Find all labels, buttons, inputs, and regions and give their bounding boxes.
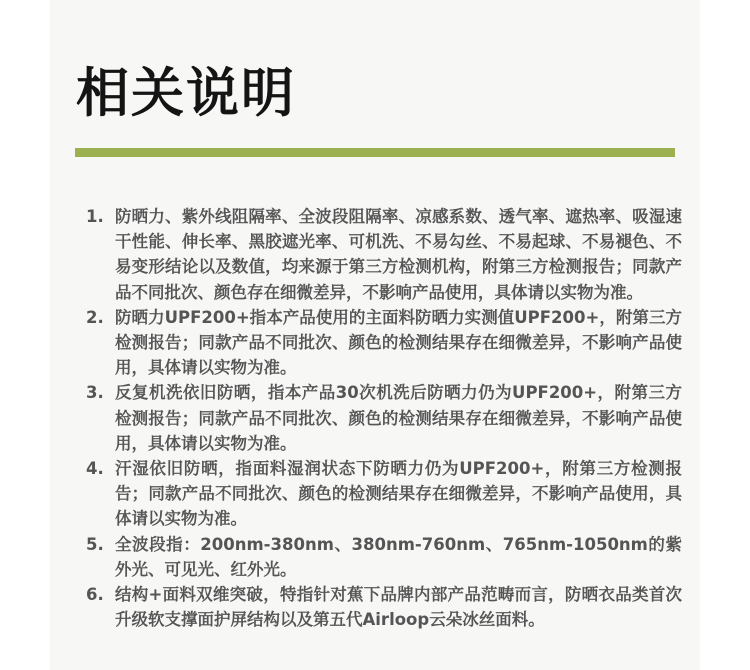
- list-item: [86, 204, 682, 305]
- note-text: 汗湿依旧防晒，指面料湿润状态下防晒力仍为UPF200+，附第三方检测报告；同款产品不同批次、颜色的检测结果存在细微差异，不影响产品使用，具体请以实物为准。: [115, 459, 682, 529]
- page-title: 相关说明: [76, 63, 296, 124]
- note-text: 防晒力UPF200+指本产品使用的主面料防晒力实测值UPF200+，附第三方检测报告；同款产品不同批次、颜色的检测结果存在细微差异，不影响产品使用，具体请以实物为准。: [115, 307, 682, 378]
- accent-divider: [75, 148, 675, 157]
- list-item: [86, 532, 682, 582]
- note-text: 全波段指：200nm-380nm、380nm-760nm、765nm-1050nm的紫外光、可见光、红外光。: [115, 534, 682, 579]
- list-item: [86, 380, 682, 456]
- note-number: 4.: [86, 459, 104, 479]
- list-item: [86, 456, 682, 532]
- list-item: [86, 582, 682, 632]
- note-number: 5.: [86, 534, 104, 554]
- note-text: 反复机洗依旧防晒，指本产品30次机洗后防晒力仍为UPF200+，附第三方检测报告；同款产品不同批次、颜色的检测结果存在细微差异，不影响产品使用，具体请以实物为准。: [115, 383, 682, 453]
- note-text: 结构+面料双维突破，特指针对蕉下品牌内部产品范畴而言，防晒衣品类首次升级软支撑面护屏结构以及第五代Airloop云朵冰丝面料。: [115, 585, 682, 630]
- notes-panel: [50, 0, 700, 670]
- note-number: 6.: [86, 585, 104, 605]
- note-number: 3.: [86, 383, 104, 403]
- notes-list: [86, 204, 682, 632]
- list-item: [86, 305, 682, 381]
- note-text: 防晒力、紫外线阻隔率、全波段阻隔率、凉感系数、透气率、遮热率、吸湿速干性能、伸长率、黑胶遮光率、可机洗、不易勾丝、不易起球、不易褪色、不易变形结论以及数值，均来源于第三方检测机构，附第三方检测报告；同款产品不同批次、颜色存在细微差异，不影响产品使用，具体请以实物为准。: [115, 207, 682, 302]
- note-number: 1.: [86, 207, 104, 226]
- note-number: 2.: [86, 307, 104, 327]
